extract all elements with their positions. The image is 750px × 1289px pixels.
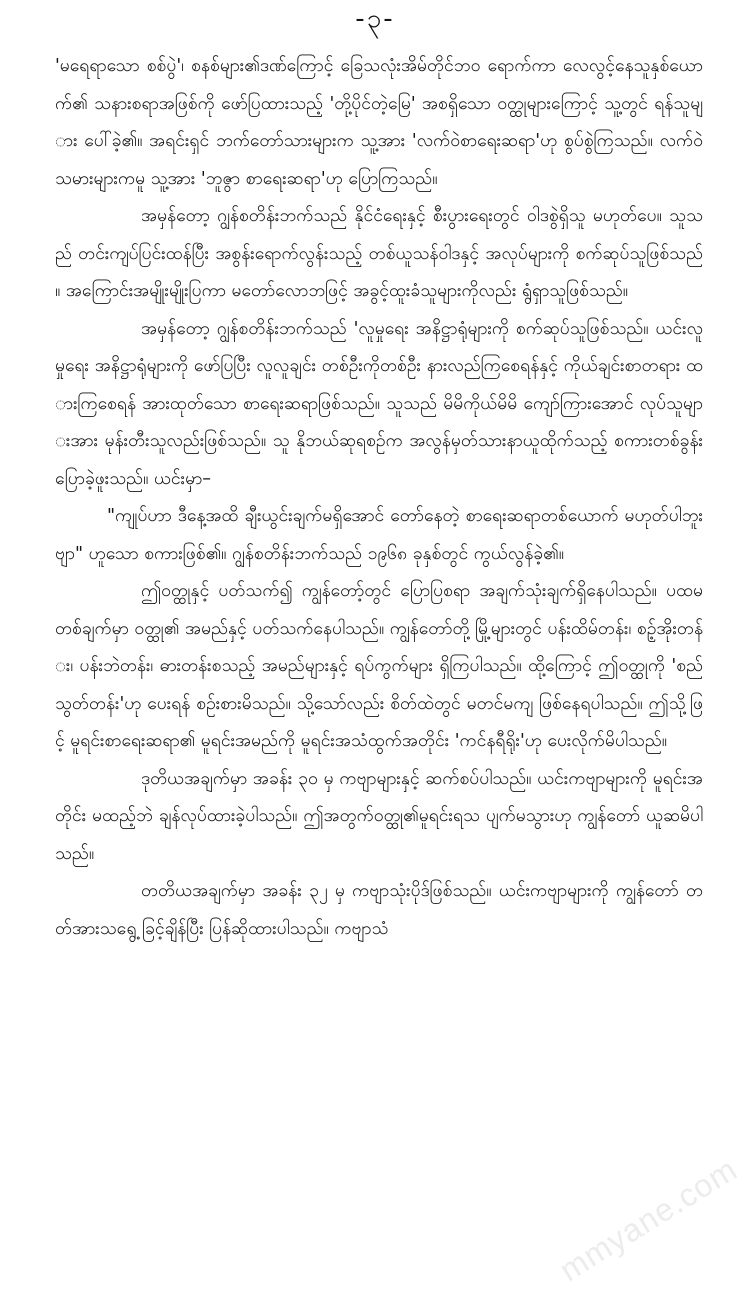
paragraph-3: အမှန်တော့ ဂျွန်စတိန်းဘက်သည် 'လူမှုရေး အနိဋ္ဌာရုံများကို စက်ဆုပ်သူဖြစ်သည်။ ယင်းလူမှုရေး အနိဋ္ဌာရုံများကို ဖော်ပြပြီး လူလူချင်း တစ်ဦးကိုတစ်ဦး နားလည်ကြစေရန်နှင့် ကိုယ်ချင်းစာတရား ထားကြစေရန် အားထုတ်သော စာရေးဆရာဖြစ်သည်။ သူသည် မိမိကိုယ်မိမိ ကျော်ကြားအောင် လုပ်သူများအား မုန်းတီးသူလည်းဖြစ်သည်။ သူ နိုဘယ်ဆုရစဉ်က အလွန်မှတ်သားနာယူထိုက်သည့် စကားတစ်ခွန်း ပြောခဲ့ဖူးသည်။ ယင်းမှာ– — [55, 318, 703, 489]
watermark: mmyane.com — [553, 1150, 744, 1289]
paragraph-quote: "ကျုပ်ဟာ ဒီနေ့အထိ ချီးယွင်းချက်မရှိအောင် တော်နေတဲ့ စာရေးဆရာတစ်ယောက် မဟုတ်ပါဘူးဗျာ" ဟူသော စကားဖြစ်၏။ ဂျွန်စတိန်းဘက်သည် ၁၉၆၈ ခုနှစ်တွင် ကွယ်လွန်ခဲ့၏။ — [55, 506, 703, 564]
paragraph-5: ဤဝတ္ထုနှင့် ပတ်သက်၍ ကျွန်တော့်တွင် ပြောပြစရာ အချက်သုံးချက်ရှိနေပါသည်။ ပထမ တစ်ချက်မှာ ဝတ္ထု၏ အမည်နှင့် ပတ်သက်နေပါသည်။ ကျွန်တော်တို့ မြို့များတွင် ပန်းထိမ်တန်း၊ စဉ့်အိုးတန်း၊ ပန်းဘဲတန်း၊ ဓားတန်းစသည့် အမည်များနှင့် ရပ်ကွက်များ ရှိကြပါသည်။ ထို့ကြောင့် ဤဝတ္ထုကို 'စည်သွတ်တန်း'ဟု ပေးရန် စဉ်းစားမိသည်။ သို့သော်လည်း စိတ်ထဲတွင် မတင်မကျ ဖြစ်နေရပါသည်။ ဤသို့ဖြင့် မူရင်းစာရေးဆရာ၏ မူရင်းအမည်ကို မူရင်းအသံထွက်အတိုင်း 'ကင်နရီရိုး'ဟု ပေးလိုက်မိပါသည်။ — [55, 581, 703, 751]
body-text — [55, 48, 703, 948]
paragraph-7: တတိယအချက်မှာ အခန်း ၃၂ မှ ကဗျာသုံးပိုဒ်ဖြစ်သည်။ ယင်းကဗျာများကို ကျွန်တော် တတ်အားသရွေ့ ခြင့်ချိန်ပြီး ပြန်ဆိုထားပါသည်။ ကဗျာသံ — [55, 881, 703, 939]
paragraph-2: အမှန်တော့ ဂျွန်စတိန်းဘက်သည် နိုင်ငံရေးနှင့် စီးပွားရေးတွင် ဝါဒစွဲရှိသူ မဟုတ်ပေ။ သူသည် တင်းကျပ်ပြင်းထန်ပြီး အစွန်းရောက်လွန်းသည့် တစ်ယူသန်ဝါဒနှင့် အလုပ်များကို စက်ဆုပ်သူဖြစ်သည်။ အကြောင်းအမျိုးမျိုးပြကာ မတော်လောဘဖြင့် အခွင့်ထူးခံသူများကိုလည်း ရွံရှာသူဖြစ်သည်။ — [55, 206, 703, 301]
paragraph-6: ဒုတိယအချက်မှာ အခန်း ၃၀ မှ ကဗျာများနှင့် ဆက်စပ်ပါသည်။ ယင်းကဗျာများကို မူရင်းအတိုင်း မထည့်ဘဲ ချန်လုပ်ထားခဲ့ပါသည်။ ဤအတွက်ဝတ္ထု၏မူရင်းရသ ပျက်မသွားဟု ကျွန်တော် ယူဆမိပါသည်။ — [55, 768, 703, 864]
paragraph-1: 'မရေရာသော စစ်ပွဲ'၊ စနစ်များ၏ဒဏ်ကြောင့် ခြေသလုံးအိမ်တိုင်ဘဝ ရောက်ကာ လေလွင့်နေသူနှစ်ယောက်၏ သနားစရာအဖြစ်ကို ဖော်ပြထားသည့် 'တို့ပိုင်တဲ့မြေ' အစရှိသော ဝတ္ထုများကြောင့် သူ့တွင် ရန်သူများ ပေါ်ခဲ့၏။ အရင်းရှင် ဘက်တော်သားများက သူ့အား 'လက်ဝဲစာရေးဆရာ'ဟု စွပ်စွဲကြသည်။ လက်ဝဲသမားများကမူ သူ့အား 'ဘူဇွာ စာရေးဆရာ'ဟု ပြောကြသည်။ — [55, 56, 703, 189]
page-number: -၃- — [355, 4, 395, 34]
